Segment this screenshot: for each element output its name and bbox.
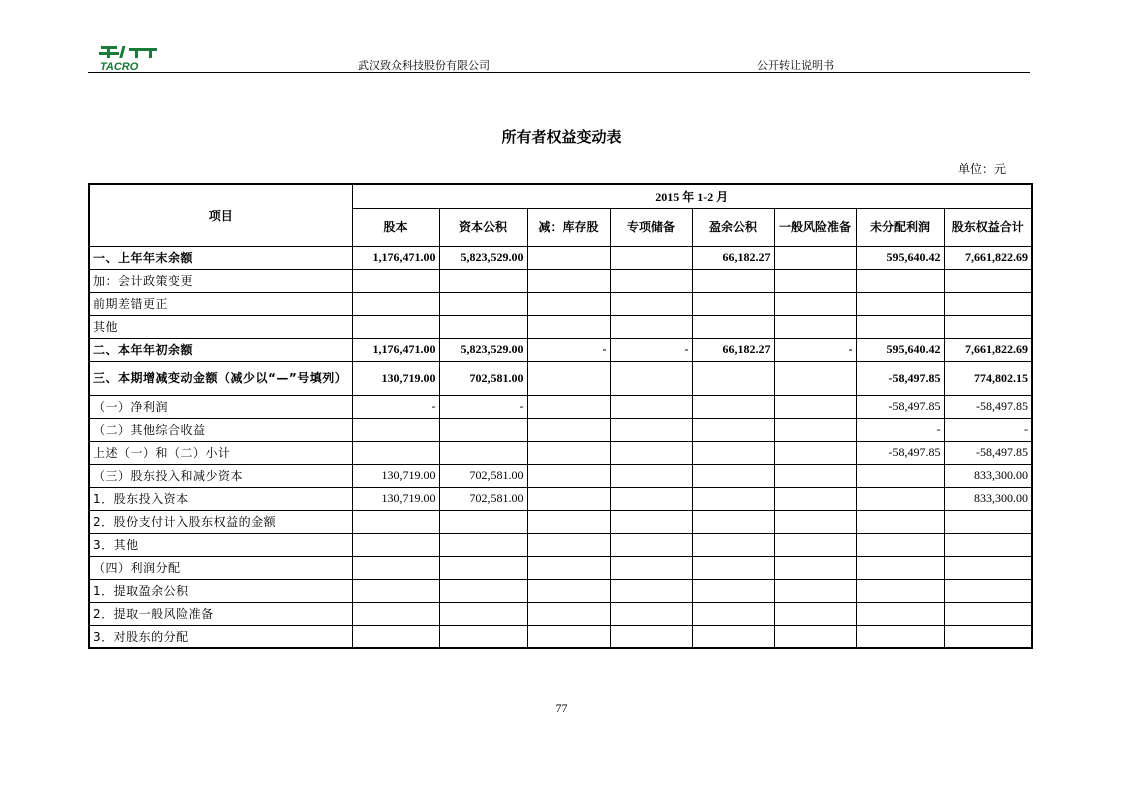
table-cell [856, 533, 944, 556]
table-row [89, 625, 1032, 648]
table-cell [439, 579, 527, 602]
table-cell: 702,581.00 [439, 487, 527, 510]
table-cell [527, 510, 610, 533]
row-label: （一）净利润 [89, 395, 352, 418]
table-cell [527, 556, 610, 579]
table-cell [527, 464, 610, 487]
table-cell [774, 464, 856, 487]
table-cell [774, 487, 856, 510]
table-cell [774, 556, 856, 579]
table-cell: -58,497.85 [944, 441, 1032, 464]
table-cell [439, 315, 527, 338]
table-cell [527, 441, 610, 464]
table-cell [352, 315, 439, 338]
table-cell [692, 315, 774, 338]
table-cell [856, 556, 944, 579]
table-cell [352, 579, 439, 602]
table-cell: - [439, 395, 527, 418]
column-header: 股东权益合计 [944, 208, 1032, 246]
table-cell [527, 315, 610, 338]
row-label: 1．提取盈余公积 [89, 579, 352, 602]
table-cell [439, 292, 527, 315]
table-cell [774, 441, 856, 464]
column-header: 资本公积 [439, 208, 527, 246]
row-label: 二、本年年初余额 [89, 338, 352, 361]
table-cell: 833,300.00 [944, 464, 1032, 487]
table-cell [856, 269, 944, 292]
page-number: 77 [555, 701, 568, 715]
row-label: （二）其他综合收益 [89, 418, 352, 441]
table-cell [352, 602, 439, 625]
table-cell [692, 418, 774, 441]
table-cell: 595,640.42 [856, 338, 944, 361]
table-cell [692, 292, 774, 315]
table-row [89, 315, 1032, 338]
table-cell: - [610, 338, 692, 361]
table-cell [439, 625, 527, 648]
table-cell [352, 292, 439, 315]
company-name: 武汉致众科技股份有限公司 [358, 59, 490, 72]
table-cell [352, 625, 439, 648]
table-cell: 702,581.00 [439, 464, 527, 487]
table-cell [774, 602, 856, 625]
table-cell [692, 579, 774, 602]
table-cell [352, 418, 439, 441]
table-cell [439, 533, 527, 556]
row-label: 3．对股东的分配 [89, 625, 352, 648]
row-label: 加：会计政策变更 [89, 269, 352, 292]
header-divider [88, 72, 1030, 73]
table-row [89, 510, 1032, 533]
svg-text:TACRO: TACRO [100, 61, 139, 72]
table-cell [856, 315, 944, 338]
table-cell [692, 269, 774, 292]
table-cell: 5,823,529.00 [439, 246, 527, 269]
table-cell [527, 246, 610, 269]
table-row [89, 487, 1032, 510]
table-cell [774, 269, 856, 292]
table-cell [944, 556, 1032, 579]
table-cell [352, 269, 439, 292]
table-cell [610, 292, 692, 315]
table-cell [439, 269, 527, 292]
table-cell [439, 602, 527, 625]
table-cell [610, 269, 692, 292]
table-row [89, 338, 1032, 361]
row-label: 1．股东投入资本 [89, 487, 352, 510]
table-cell [856, 602, 944, 625]
table-cell [527, 487, 610, 510]
row-label: 2．股份支付计入股东权益的金额 [89, 510, 352, 533]
table-cell [692, 464, 774, 487]
table-cell [527, 395, 610, 418]
table-row [89, 269, 1032, 292]
table-cell [774, 361, 856, 395]
company-logo [97, 44, 161, 72]
table-cell [856, 625, 944, 648]
table-cell: 66,182.27 [692, 246, 774, 269]
column-header: 减：库存股 [527, 208, 610, 246]
column-header: 未分配利润 [856, 208, 944, 246]
table-cell [352, 510, 439, 533]
table-cell [692, 533, 774, 556]
table-cell: 833,300.00 [944, 487, 1032, 510]
row-label: 前期差错更正 [89, 292, 352, 315]
table-cell [439, 556, 527, 579]
table-cell [610, 315, 692, 338]
table-cell [692, 395, 774, 418]
table-row [89, 602, 1032, 625]
table-cell: - [527, 338, 610, 361]
table-row [89, 441, 1032, 464]
table-cell: 7,661,822.69 [944, 246, 1032, 269]
table-cell [610, 395, 692, 418]
unit-label: 单位：元 [958, 162, 1007, 176]
row-label: 上述（一）和（二）小计 [89, 441, 352, 464]
table-cell [856, 487, 944, 510]
column-header: 一般风险准备 [774, 208, 856, 246]
table-cell [856, 292, 944, 315]
table-cell [944, 292, 1032, 315]
table-cell [527, 361, 610, 395]
table-cell [692, 556, 774, 579]
table-cell [774, 315, 856, 338]
table-cell [774, 395, 856, 418]
table-cell [692, 510, 774, 533]
row-label: （四）利润分配 [89, 556, 352, 579]
table-cell: - [856, 418, 944, 441]
row-label: 一、上年年末余额 [89, 246, 352, 269]
table-cell [610, 579, 692, 602]
table-cell [944, 625, 1032, 648]
table-cell [692, 487, 774, 510]
page-title: 所有者权益变动表 [501, 128, 622, 146]
table-cell [439, 418, 527, 441]
table-cell [692, 625, 774, 648]
table-cell: 130,719.00 [352, 464, 439, 487]
table-cell [944, 579, 1032, 602]
table-cell: -58,497.85 [856, 441, 944, 464]
table-cell [944, 315, 1032, 338]
table-cell [527, 602, 610, 625]
table-cell [944, 602, 1032, 625]
table-cell [610, 533, 692, 556]
table-cell [352, 556, 439, 579]
project-header: 项目 [89, 184, 352, 246]
table-cell [774, 625, 856, 648]
table-cell [527, 269, 610, 292]
table-row [89, 418, 1032, 441]
table-cell [527, 625, 610, 648]
table-cell [774, 418, 856, 441]
row-label: （三）股东投入和减少资本 [89, 464, 352, 487]
row-label: 其他 [89, 315, 352, 338]
table-cell: 1,176,471.00 [352, 338, 439, 361]
table-cell [352, 441, 439, 464]
table-cell: 130,719.00 [352, 361, 439, 395]
table-cell [944, 269, 1032, 292]
table-cell [774, 533, 856, 556]
table-cell [856, 464, 944, 487]
equity-changes-table [88, 183, 1033, 649]
table-cell: 5,823,529.00 [439, 338, 527, 361]
table-cell [439, 510, 527, 533]
table-cell: 66,182.27 [692, 338, 774, 361]
table-cell: - [352, 395, 439, 418]
table-cell [610, 418, 692, 441]
column-header: 股本 [352, 208, 439, 246]
table-cell [856, 510, 944, 533]
table-cell: -58,497.85 [856, 361, 944, 395]
table-cell [944, 533, 1032, 556]
table-row [89, 533, 1032, 556]
table-cell [774, 246, 856, 269]
table-cell [527, 533, 610, 556]
table-cell [610, 625, 692, 648]
table-cell [439, 441, 527, 464]
table-cell [610, 556, 692, 579]
table-cell [944, 510, 1032, 533]
table-row [89, 246, 1032, 269]
table-cell: - [774, 338, 856, 361]
table-row [89, 395, 1032, 418]
column-header: 盈余公积 [692, 208, 774, 246]
column-header: 专项储备 [610, 208, 692, 246]
table-row [89, 464, 1032, 487]
table-cell [527, 579, 610, 602]
table-cell [774, 292, 856, 315]
row-label: 三、本期增减变动金额（减少以“—”号填列） [89, 361, 352, 395]
table-cell [610, 464, 692, 487]
table-cell [610, 602, 692, 625]
table-cell [692, 441, 774, 464]
table-cell: - [944, 418, 1032, 441]
table-cell [610, 361, 692, 395]
table-cell [610, 246, 692, 269]
row-label: 3．其他 [89, 533, 352, 556]
table-cell [774, 579, 856, 602]
table-cell: 595,640.42 [856, 246, 944, 269]
document-type: 公开转让说明书 [757, 59, 834, 72]
table-cell [527, 418, 610, 441]
table-cell [856, 579, 944, 602]
table-cell: 1,176,471.00 [352, 246, 439, 269]
table-cell [692, 602, 774, 625]
table-cell: 7,661,822.69 [944, 338, 1032, 361]
table-cell [774, 510, 856, 533]
table-row [89, 579, 1032, 602]
table-row [89, 361, 1032, 395]
table-cell: -58,497.85 [856, 395, 944, 418]
table-cell [352, 533, 439, 556]
row-label: 2．提取一般风险准备 [89, 602, 352, 625]
table-row [89, 292, 1032, 315]
table-cell: -58,497.85 [944, 395, 1032, 418]
table-cell [610, 510, 692, 533]
table-cell [527, 292, 610, 315]
table-cell [610, 441, 692, 464]
table-cell [610, 487, 692, 510]
table-cell: 774,802.15 [944, 361, 1032, 395]
table-cell: 130,719.00 [352, 487, 439, 510]
period-header: 2015 年 1-2 月 [352, 184, 1032, 208]
table-row [89, 556, 1032, 579]
table-cell [692, 361, 774, 395]
table-cell: 702,581.00 [439, 361, 527, 395]
